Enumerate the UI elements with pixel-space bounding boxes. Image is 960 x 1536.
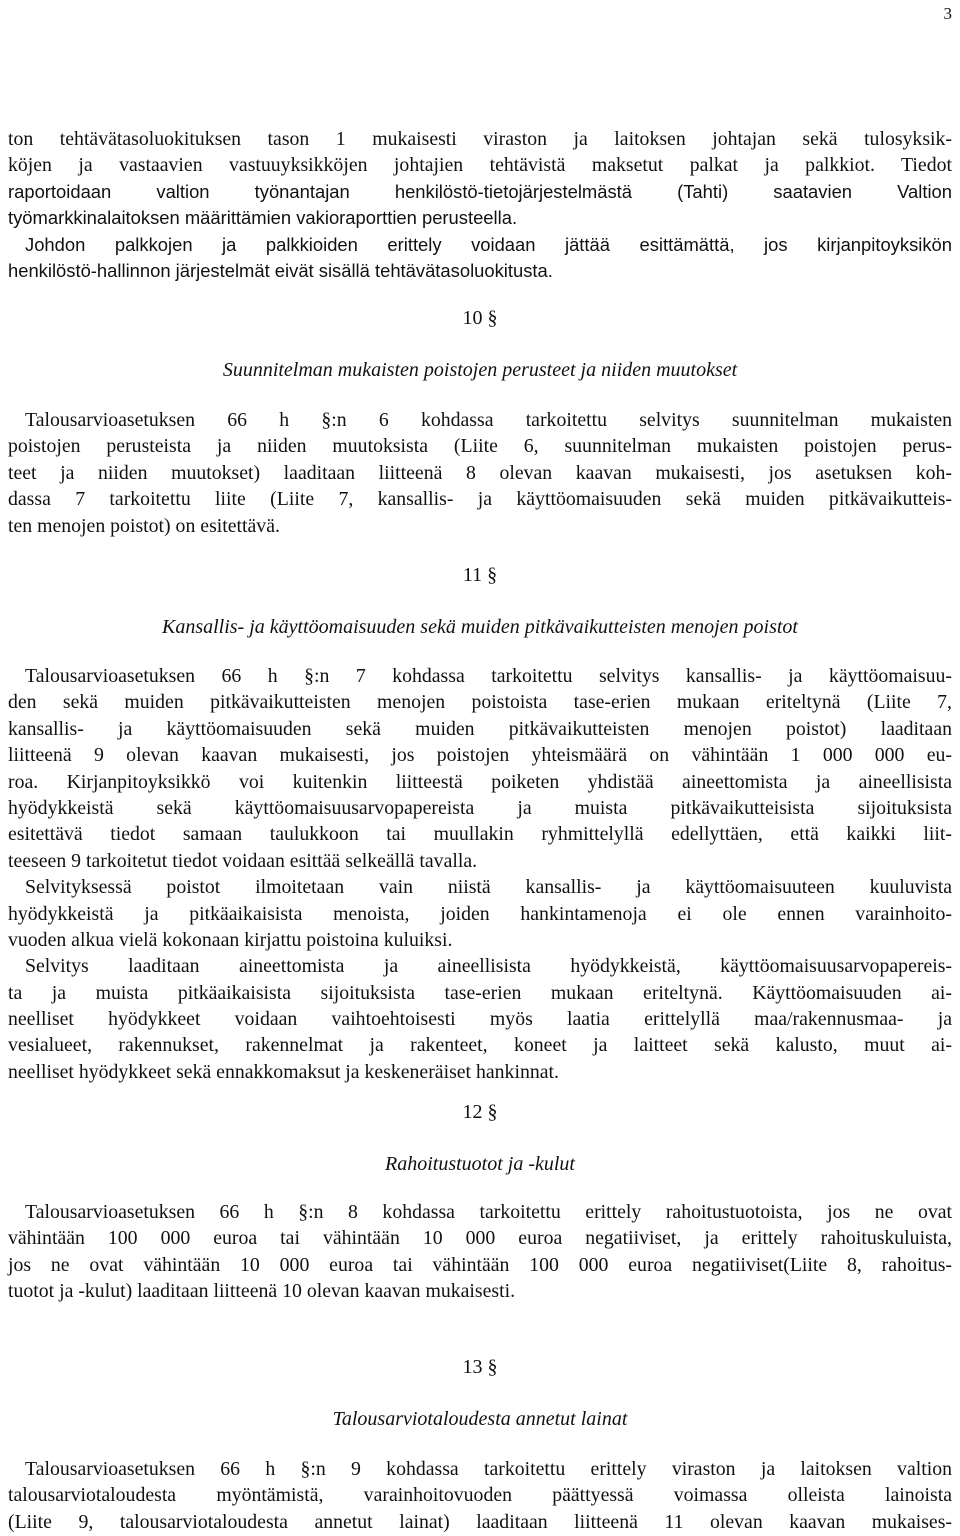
text-line: Talousarvioasetuksen 66 h §:n 7 kohdassa tarkoitettu selvitys kansallis- ja käyttöomaisuu- xyxy=(25,665,952,687)
text-line: Talousarvioasetuksen 66 h §:n 8 kohdassa tarkoitettu erittely rahoitustuotoista, jos ne ovat xyxy=(25,1201,952,1223)
text-line: raportoidaan valtion työnantajan henkilöstö-tietojärjestelmästä (Tahti) saatavien Valtion xyxy=(8,181,952,202)
text-line: hyödykkeistä sekä käyttöomaisuusarvopapereista ja muista pitkävaikutteisista sijoituksista xyxy=(8,796,952,819)
text-line: (Liite 9, talousarviotaloudesta annetut lainat) laaditaan liitteenä 11 olevan kaavan mukaises- xyxy=(8,1510,952,1533)
section-number-11: 11 § xyxy=(462,564,498,586)
page-number: 3 xyxy=(943,4,952,23)
text-line: vesialueet, rakennukset, rakennelmat ja rakenteet, koneet ja laitteet sekä kalusto, muut ai- xyxy=(8,1034,952,1057)
text-line: esitettävä tiedot samaan taulukkoon tai muullakin ryhmittelyllä edellyttäen, että kaikki liit- xyxy=(8,823,952,846)
section-title-12: Rahoitustuotot ja -kulut xyxy=(385,1153,575,1175)
section-title-11: Kansallis- ja käyttöomaisuuden sekä muiden pitkävaikutteisten menojen poistot xyxy=(161,616,798,638)
text-line: hyödykkeistä ja pitkäaikaisista menoista, joiden hankintamenoja ei ole ennen varainhoito- xyxy=(8,902,952,925)
text-line: roa. Kirjanpitoyksikkö voi kuitenkin liitteestä poiketen yhdistää aineettomista ja aineellisista xyxy=(8,770,952,793)
text-line: Johdon palkkojen ja palkkioiden erittely voidaan jättää esittämättä, jos kirjanpitoyksikön xyxy=(25,233,952,255)
text-line: Selvitys laaditaan aineettomista ja aineellisista hyödykkeistä, käyttöomaisuusarvopapereis- xyxy=(25,955,952,978)
section-10-paragraph xyxy=(8,407,952,539)
text-line: ten menojen poistot) on esitettävä. xyxy=(8,514,280,537)
text-line: poistojen perusteista ja niiden muutoksista (Liite 6, suunnitelman mukaisten poistojen perus- xyxy=(8,435,952,458)
section-13-paragraph xyxy=(8,1456,952,1535)
text-line: Talousarvioasetuksen 66 h §:n 9 kohdassa tarkoitettu erittely viraston ja laitoksen valtion xyxy=(25,1458,952,1480)
text-line: neelliset hyödykkeet voidaan vaihtoehtoisesti myös laatia erittelyllä maa/rakennusmaa- ja xyxy=(8,1008,952,1031)
section-number-12: 12 § xyxy=(462,1101,498,1123)
intro-paragraph xyxy=(8,126,952,179)
text-line: ta ja muista pitkäaikaisista sijoituksista tase-erien mukaan eriteltynä. Käyttöomaisuuden ai- xyxy=(8,981,952,1004)
text-line: jos ne ovat vähintään 10 000 euroa tai vähintään 100 000 euroa negatiiviset(Liite 8, rahoitus- xyxy=(8,1253,952,1276)
section-11-paragraph xyxy=(8,663,952,1085)
text-line: henkilöstö-hallinnon järjestelmät eivät sisällä tehtävätasoluokitusta. xyxy=(8,260,553,282)
text-line: liitteenä 9 olevan kaavan mukaisesti, jos poistojen yhteismäärä on vähintään 1 000 000 eu- xyxy=(8,744,952,767)
text-line: työmarkkinalaitoksen määrittämien vakioraporttien perusteella. xyxy=(8,207,518,229)
text-line: teeseen 9 tarkoitetut tiedot voidaan esittää selkeällä tavalla. xyxy=(8,849,478,872)
text-line: kansallis- ja käyttöomaisuuden sekä muiden pitkävaikutteisten menojen poistot) laaditaan xyxy=(8,717,952,740)
text-line: neelliset hyödykkeet sekä ennakkomaksut ja keskeneräiset hankinnat. xyxy=(8,1060,559,1083)
text-line: teet ja niiden muutokset) laaditaan liitteenä 8 olevan kaavan mukaisesti, jos asetuksen koh- xyxy=(8,461,952,484)
text-line: köjen ja vastaavien vastuuyksikköjen johtajien tehtävistä maksetut palkat ja palkkiot. Tiedot xyxy=(8,154,952,177)
text-line: Talousarvioasetuksen 66 h §:n 6 kohdassa tarkoitettu selvitys suunnitelman mukaisten xyxy=(25,409,952,431)
section-12-paragraph xyxy=(8,1199,952,1305)
intro-sans-paragraph xyxy=(8,179,952,285)
text-line: talousarviotaloudesta myöntämistä, varainhoitovuoden päättyessä voimassa olleista lainoista xyxy=(8,1484,952,1507)
section-number-13: 13 § xyxy=(462,1356,498,1378)
text-line: vuoden alkua vielä kokonaan kirjattu poistoina kuluiksi. xyxy=(8,928,453,951)
section-title-10: Suunnitelman mukaisten poistojen perusteet ja niiden muutokset xyxy=(222,359,738,381)
text-line: ton tehtävätasoluokituksen tason 1 mukaisesti viraston ja laitoksen johtajan sekä tulosyksik- xyxy=(8,128,952,150)
section-title-13: Talousarviotaloudesta annetut lainat xyxy=(332,1408,628,1430)
section-number-10: 10 § xyxy=(462,307,498,329)
text-line: dassa 7 tarkoitettu liite (Liite 7, kansallis- ja käyttöomaisuuden sekä muiden pitkävaikutteis- xyxy=(8,488,952,511)
text-line: den sekä muiden pitkävaikutteisten menojen poistoista tase-erien mukaan eriteltynä (Liite 7, xyxy=(8,691,952,714)
text-line: vähintään 100 000 euroa tai vähintään 10 000 euroa negatiiviset, ja erittely rahoituskuluista, xyxy=(8,1227,952,1250)
text-line: tuotot ja -kulut) laaditaan liitteenä 10 olevan kaavan mukaisesti. xyxy=(8,1280,516,1303)
text-line: Selvityksessä poistot ilmoitetaan vain niistä kansallis- ja käyttöomaisuuteen kuuluvista xyxy=(25,876,952,899)
